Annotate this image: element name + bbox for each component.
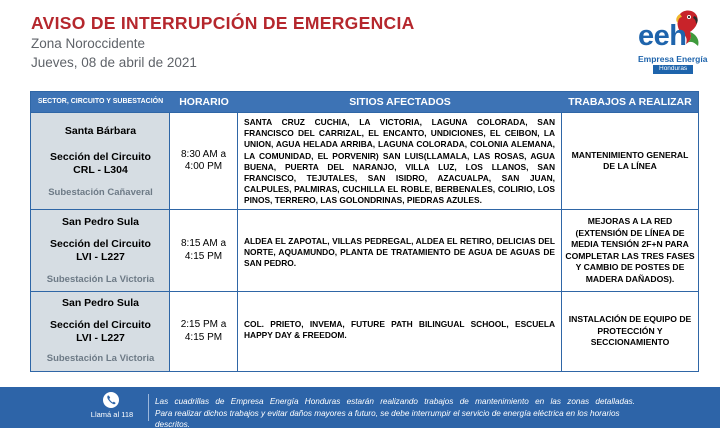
zone-label: Zona Noroccidente: [31, 36, 146, 51]
circuit-code: CRL - L304: [73, 164, 128, 176]
table-row: [31, 209, 698, 291]
header-sector: SECTOR, CIRCUITO Y SUBESTACIÓN: [37, 98, 164, 106]
place-name: Santa Bárbara: [64, 125, 137, 137]
table-row: [31, 291, 698, 371]
call-label: Llamá al 118: [90, 410, 134, 419]
affected-sites: ALDEA EL ZAPOTAL, VILLAS PEDREGAL, ALDEA EL RETIRO, DELICIAS DEL NORTE, AQUAMUNDO, PLANTA DE TRATAMIENTO DE AGUA DE AGUAS DE SAN PEDRO.: [238, 210, 562, 291]
time-end: 4:15 PM: [184, 331, 223, 343]
time-end: 4:00 PM: [184, 161, 223, 172]
outage-table: [30, 91, 699, 372]
header-trabajos: TRABAJOS A REALIZAR: [568, 96, 692, 108]
work-description: MANTENIMIENTO GENERAL DE LA LÍNEA: [571, 149, 689, 171]
circuit-code: LVI - L227: [76, 251, 125, 263]
footer-divider: [148, 394, 149, 421]
phone-icon: [103, 392, 119, 408]
time-end: 4:15 PM: [184, 250, 223, 262]
schedule-cell: [170, 113, 238, 209]
work-description: MEJORAS A LA RED (EXTENSIÓN DE LÍNEA DE MEDIA TENSIÓN 2F+N PARA COMPLETAR LAS TRES FASES Y CAMBIO DE POSTES DE MADERA DAÑADOS).: [565, 216, 695, 284]
company-logo: [630, 8, 710, 78]
sector-cell: [31, 210, 170, 291]
logo-brand: eeh: [638, 20, 687, 52]
footer-line-2: Para realizar dichos trabajos y evitar daños mayores a futuro, se debe interrumpir el servicio de energía eléctrica en los horarios descritos.: [155, 408, 620, 429]
footer-banner: [0, 387, 720, 428]
substation-name: Subestación Cañaveral: [48, 187, 153, 198]
table-header: [31, 92, 698, 112]
sector-cell: [31, 292, 170, 371]
footer-message: [155, 396, 635, 431]
header-sitios: SITIOS AFECTADOS: [349, 96, 451, 108]
logo-region: Honduras: [653, 65, 693, 74]
logo-company-name: Empresa Energía: [638, 54, 708, 64]
circuit-code: LVI - L227: [76, 332, 125, 344]
substation-name: Subestación La Victoria: [46, 274, 155, 285]
place-name: San Pedro Sula: [61, 297, 140, 309]
affected-sites: COL. PRIETO, INVEMA, FUTURE PATH BILINGUAL SCHOOL, ESCUELA HAPPY DAY & FREEDOM.: [238, 292, 562, 371]
schedule-cell: [170, 210, 238, 291]
time-start: 2:15 PM a: [180, 319, 227, 330]
circuit-section: Sección del Circuito: [50, 151, 151, 163]
date-label: Jueves, 08 de abril de 2021: [31, 55, 197, 70]
time-start: 8:15 AM a: [180, 238, 227, 249]
work-description: INSTALACIÓN DE EQUIPO DE PROTECCIÓN Y SECCIONAMIENTO: [568, 314, 692, 348]
place-name: San Pedro Sula: [61, 216, 140, 228]
header-horario: HORARIO: [179, 96, 229, 108]
affected-sites: SANTA CRUZ CUCHIA, LA VICTORIA, LAGUNA COLORADA, SAN FRANCISCO DEL CARRIZAL, EL ENCANTO, UNDICIONES, EL CEIBON, LA UNION, AGUA HELADA ARRIBA, LAGUNA COLORADA, COLONIA ALEMANA, LA COMUNIDAD, EL PORVENIR) SAN LUIS(LLAMALA, LAS ROSAS, AGUA BUENA, PUERTA DEL NARANJO, VILLA LUZ, LOS LLANOS, SAN FRANCISCO, TEJUTALES, SAN ISIDRO, AZACUALPA, SAN JUAN, CALPULES, PALMIRAS, CUCHILLA EL ROBLE, BERBENALES, COLIRIO, LOS PINOS, TERRERO, LAS GOLONDRINAS, PIEDRAS AZULES.: [238, 113, 562, 209]
time-start: 8:30 AM a: [180, 148, 227, 160]
circuit-section: Sección del Circuito: [50, 238, 151, 250]
footer-line-1: Las cuadrillas de Empresa Energía Honduras estarán realizando trabajos de mantenimiento en las zonas detalladas.: [155, 397, 635, 406]
table-row: [31, 112, 698, 209]
sector-cell: [31, 113, 170, 209]
notice-title: AVISO DE INTERRUPCIÓN DE EMERGENCIA: [31, 13, 415, 33]
circuit-section: Sección del Circuito: [50, 319, 151, 331]
substation-name: Subestación La Victoria: [46, 353, 155, 364]
schedule-cell: [170, 292, 238, 371]
